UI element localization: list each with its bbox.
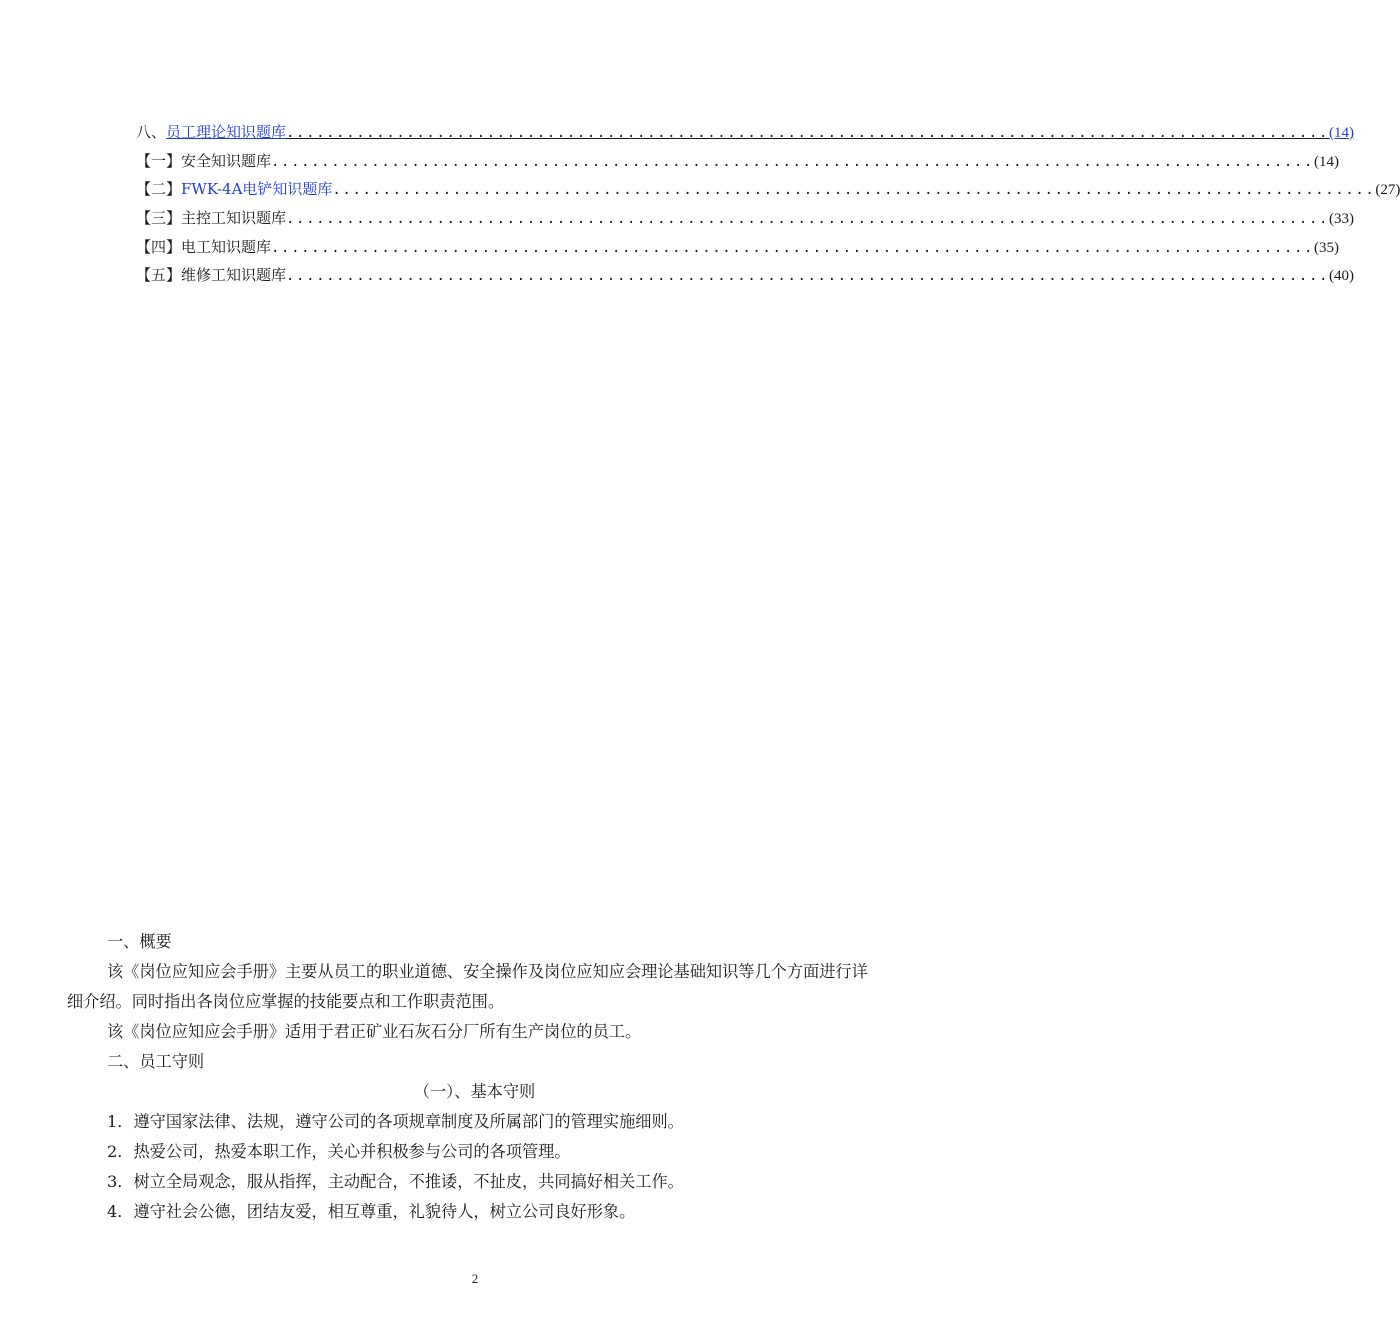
toc-page-number[interactable]: (14) xyxy=(1329,125,1355,141)
table-of-contents xyxy=(136,121,1400,293)
toc-entry-main-control[interactable] xyxy=(136,207,1355,236)
page-number: 2 xyxy=(471,1271,479,1286)
toc-page-number: (35) xyxy=(1314,239,1340,256)
toc-entry-electrician[interactable] xyxy=(136,236,1340,265)
toc-entry-maintenance[interactable] xyxy=(136,264,1355,293)
document-body xyxy=(67,927,882,1227)
toc-page-number: (40) xyxy=(1329,268,1355,285)
toc-leader-dots: ........................................................................................................ xyxy=(271,153,1315,170)
toc-leader-dots: ........................................................................................................ xyxy=(271,239,1315,256)
rule-item: 3．树立全局观念，服从指挥，主动配合，不推诿，不扯皮，共同搞好相关工作。 xyxy=(107,1172,684,1191)
rule-item: 1．遵守国家法律、法规，遵守公司的各项规章制度及所属部门的管理实施细则。 xyxy=(107,1112,684,1131)
section-heading-employee-rules: 二、员工守则 xyxy=(107,1052,205,1071)
toc-leader-dots: ........................................................................................................ xyxy=(286,211,1330,228)
toc-entry-number: 【二】 xyxy=(136,180,182,199)
toc-entry-label: 【一】安全知识题库 xyxy=(136,151,272,170)
toc-entry-label: 【五】维修工知识题库 xyxy=(136,266,287,285)
rule-item: 4．遵守社会公德，团结友爱，相互尊重，礼貌待人，树立公司良好形象。 xyxy=(107,1202,636,1221)
subsection-heading-basic-rules: （一）、基本守则 xyxy=(413,1082,536,1101)
toc-entry-link[interactable]: 员工理论知识题库 xyxy=(166,123,287,141)
rule-item: 2．热爱公司，热爱本职工作，关心并积极参与公司的各项管理。 xyxy=(107,1142,571,1161)
toc-entry-label: 【三】主控工知识题库 xyxy=(136,209,287,228)
overview-paragraph-1: 该《岗位应知应会手册》主要从员工的职业道德、安全操作及岗位应知应会理论基础知识等几个方面进行详细介绍。同时指出各岗位应掌握的技能要点和工作职责范围。 xyxy=(67,962,868,1011)
toc-page-number: (33) xyxy=(1329,211,1355,228)
overview-paragraph-2: 该《岗位应知应会手册》适用于君正矿业石灰石分厂所有生产岗位的员工。 xyxy=(107,1022,642,1041)
toc-page-number: (14) xyxy=(1314,153,1340,170)
toc-leader-dots: ........................................................................................................ xyxy=(286,268,1330,285)
toc-leader-dots: ........................................................................................................ xyxy=(332,182,1376,199)
toc-entry-fwk4a-shovel[interactable] xyxy=(136,178,1400,207)
toc-entry-link[interactable]: FWK-4A电铲知识题库 xyxy=(181,180,333,199)
toc-page-number: (27) xyxy=(1375,182,1400,199)
toc-entry-safety-knowledge[interactable] xyxy=(136,150,1340,179)
toc-leader-dots: ........................................................................................................ xyxy=(286,125,1330,141)
toc-entry-employee-knowledge-bank[interactable] xyxy=(136,121,1355,150)
toc-entry-label: 【四】电工知识题库 xyxy=(136,237,272,256)
toc-entry-number: 八、 xyxy=(136,123,167,141)
section-heading-overview: 一、概要 xyxy=(107,932,172,951)
